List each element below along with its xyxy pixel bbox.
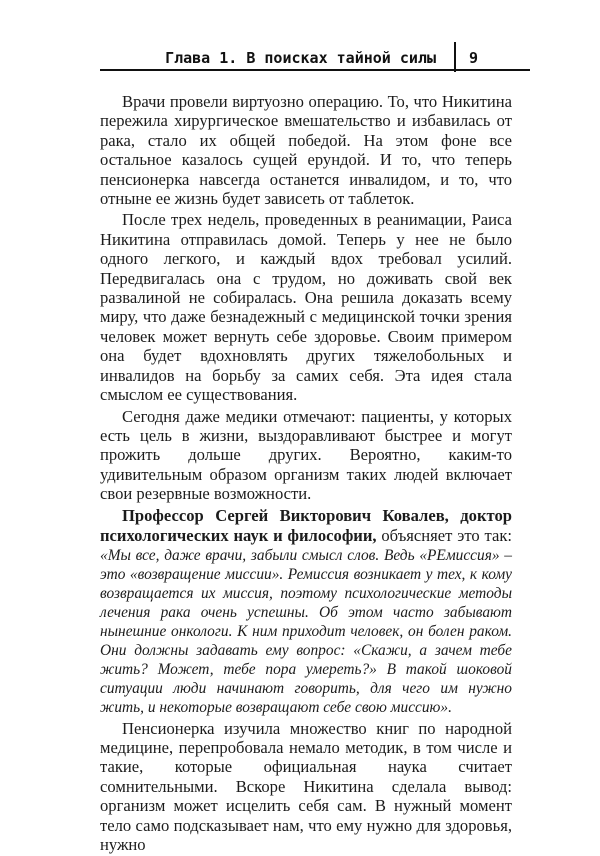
- paragraph-1: Врачи провели виртуозно операцию. То, что Никитина пережила хирургическое вмешательство и избавилась от рака, стало их общей победой. На этом фоне все остальное казалось сущей ерундой. И то, что теперь пенсионерка навсегда останется инвалидом, и то, что отныне ее жизнь будет зависеть от таблеток.: [100, 92, 512, 209]
- page-number: 9: [468, 49, 478, 67]
- paragraph-3: Сегодня даже медики отмечают: пациенты, у которых есть цель в жизни, выздоравливают быстрее и могут прожить дольше других. Вероятно, каким-то удивительным образом организм таких людей включает свои резервные возможности.: [100, 406, 512, 504]
- header-divider: [454, 42, 456, 72]
- quote-lead-in: объясняет это так:: [376, 525, 512, 545]
- header-rule: [100, 69, 530, 71]
- paragraph-5: Пенсионерка изучила множество книг по народной медицине, перепробовала немало методик, в том числе и такие, которые официальная наука считает сомнительными. Вскоре Никитина сделала вывод: организм может исцелить себя сам. В нужный момент тело само подсказывает нам, что ему нужно для здоровья, нужно: [100, 718, 512, 854]
- paragraph-2: После трех недель, проведенных в реанимации, Раиса Никитина отправилась домой. Теперь у нее не было одного легкого, и каждый вдох требовал усилий. Передвигалась она с трудом, но доживать свой век развалиной не собиралась. Она решила доказать всему миру, что даже безнадежный с медицинской точки зрения человек может вернуть себе здоровье. Своим примером она будет вдохновлять других тяжелобольных и инвалидов на борьбу за самих себя. Эта идея стала смыслом ее существования.: [100, 210, 512, 405]
- paragraph-4-quote: [100, 506, 512, 717]
- page-header: [100, 36, 530, 70]
- expert-name: Профессор Сергей Викторович Ковалев, доктор психологических наук и философии,: [100, 505, 512, 545]
- quote-text: «Мы все, даже врачи, забыли смысл слов. Ведь «РЕмиссия» – это «возвращение миссии». Ремиссия возникает у тех, к кому возвращается их миссия, поэтому психологические методы лечения рака очень успешны. Об этом часто забывают нынешние онкологи. К ним приходит человек, он болен раком. Они должны задавать ему вопрос: «Скажи, а зачем тебе жить? Может, тебе пора умереть?» В такой шоковой ситуации люди начинают говорить, для чего им нужно жить, и некоторые возвращают себе свою миссию».: [100, 546, 512, 716]
- page-body: [100, 92, 512, 856]
- quote-attribution: [100, 506, 512, 545]
- chapter-title: Глава 1. В поисках тайной силы: [165, 49, 436, 67]
